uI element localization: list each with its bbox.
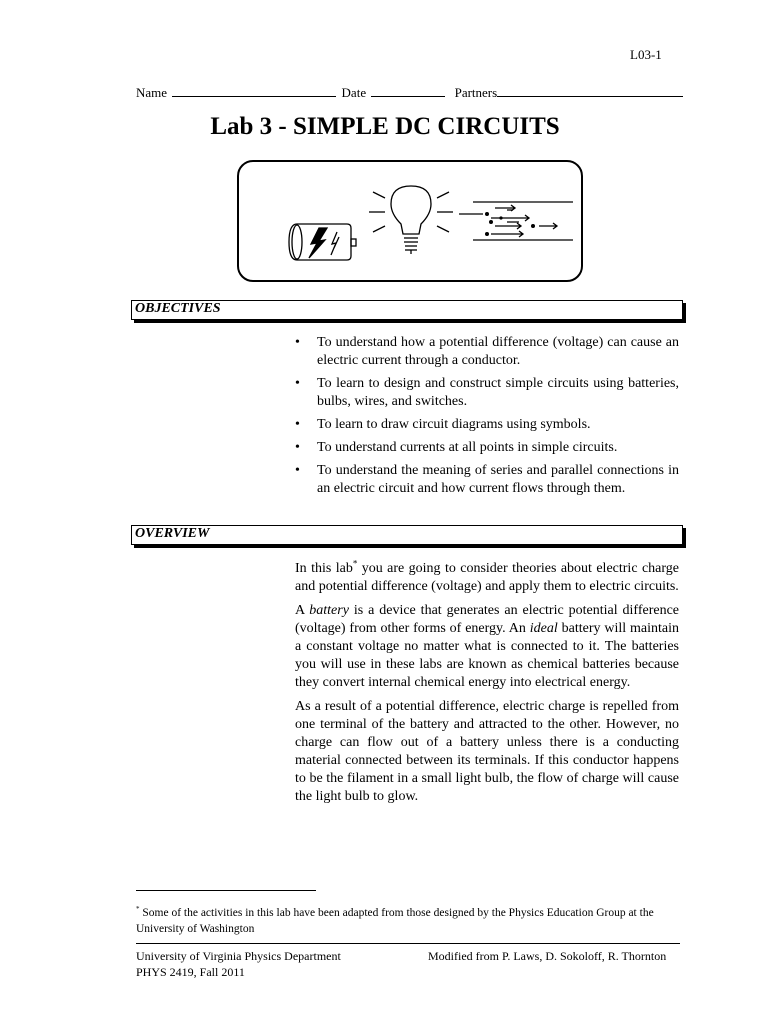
bullet-icon: • bbox=[295, 440, 300, 455]
overview-text bbox=[295, 560, 679, 812]
page-number: L03-1 bbox=[630, 47, 662, 62]
name-field[interactable] bbox=[172, 84, 336, 97]
objective-item: • To learn to design and construct simple circuits using batteries, bulbs, wires, and switches. bbox=[295, 376, 679, 409]
footnote-divider bbox=[136, 890, 316, 891]
overview-paragraph-2: A battery is a device that generates an electric potential difference (voltage) from other forms of energy. An ideal battery will maintain a constant voltage no matter what is connected to it. The batteries you will use in these labs are known as chemical batteries because they convert internal chemical energy into electrical energy. bbox=[295, 603, 680, 690]
overview-header bbox=[131, 525, 683, 545]
bullet-icon: • bbox=[295, 417, 300, 432]
footer-divider bbox=[136, 943, 680, 944]
objective-item: • To learn to draw circuit diagrams using symbols. bbox=[295, 417, 591, 432]
department: University of Virginia Physics Department bbox=[136, 949, 341, 963]
partners-label: Partners bbox=[454, 85, 498, 100]
student-info-line bbox=[136, 84, 685, 101]
objectives-heading: OBJECTIVES bbox=[135, 301, 221, 316]
name-label: Name bbox=[136, 85, 168, 100]
battery-bulb-drawing bbox=[239, 162, 581, 280]
circuit-illustration bbox=[237, 160, 583, 282]
objectives-list bbox=[295, 334, 679, 503]
overview-paragraph-3: As a result of a potential difference, electric charge is repelled from one terminal of the battery and attracted to the other. However, no charge can flow out of a battery unless there is a conducting material connected between its terminals. If this conductor happens to be the filament in a small light bulb, the flow of charge will cause the light bulb to glow. bbox=[295, 699, 679, 804]
current-flow-icon bbox=[459, 202, 573, 240]
date-field[interactable] bbox=[371, 84, 445, 97]
bullet-icon: • bbox=[295, 335, 300, 350]
objective-item: • To understand how a potential difference (voltage) can cause an electric current through a conductor. bbox=[295, 335, 679, 368]
overview-paragraph-1: In this lab* you are going to consider theories about electric charge and potential difference (voltage) and apply them to electric circuits. bbox=[295, 558, 679, 594]
course: PHYS 2419, Fall 2011 bbox=[136, 965, 245, 979]
objective-item: • To understand the meaning of series and parallel connections in an electric circuit and how current flows through them. bbox=[295, 463, 679, 496]
overview-heading: OVERVIEW bbox=[135, 526, 210, 541]
light-bulb-icon bbox=[369, 186, 453, 254]
date-label: Date bbox=[341, 85, 367, 100]
bullet-icon: • bbox=[295, 463, 300, 478]
bullet-icon: • bbox=[295, 376, 300, 391]
objective-item: • To understand currents at all points in simple circuits. bbox=[295, 440, 618, 455]
page-title: Lab 3 - SIMPLE DC CIRCUITS bbox=[210, 113, 560, 140]
footer-left bbox=[136, 948, 341, 980]
footer-credit: Modified from P. Laws, D. Sokoloff, R. Thornton bbox=[428, 949, 667, 963]
objectives-header bbox=[131, 300, 683, 320]
footnote: * Some of the activities in this lab have been adapted from those designed by the Physics Education Group at the University of Washington bbox=[136, 905, 654, 935]
partners-field[interactable] bbox=[497, 84, 683, 97]
battery-icon bbox=[289, 224, 356, 260]
